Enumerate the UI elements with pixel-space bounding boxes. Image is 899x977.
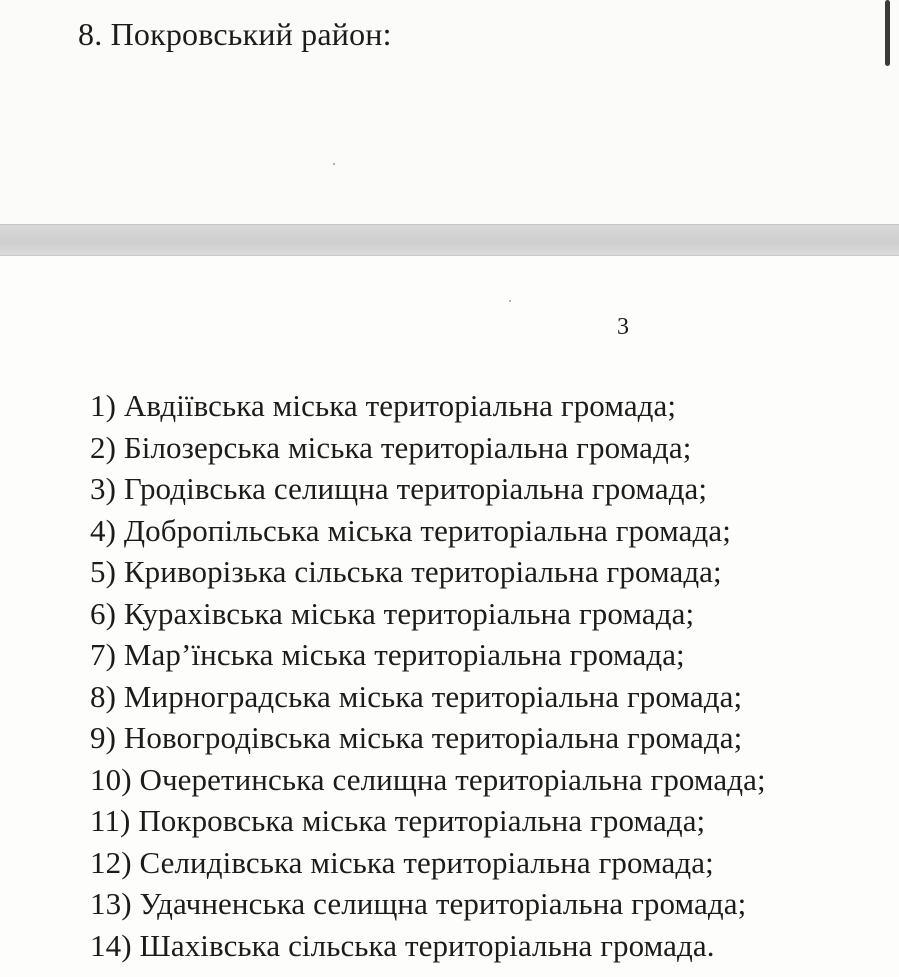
list-item: 8) Мирноградська міська територіальна громада;	[90, 678, 743, 714]
scan-speck	[509, 300, 511, 302]
list-item: 3) Гродівська селищна територіальна громада;	[90, 471, 708, 506]
list-item: 13) Удачненська селищна територіальна громада;	[90, 886, 747, 921]
list-item: 1) Авдіївська міська територіальна громада;	[90, 388, 677, 423]
scrollbar-thumb[interactable]	[885, 0, 890, 66]
page-break-divider	[0, 224, 899, 256]
list-item: 2) Білозерська міська територіальна громада;	[90, 429, 692, 465]
list-item: 10) Очеретинська селищна територіальна громада;	[90, 761, 766, 797]
scan-speck	[333, 163, 335, 165]
list-item: 12) Селидівська міська територіальна громада;	[90, 844, 714, 880]
list-item: 6) Курахівська міська територіальна громада;	[90, 595, 695, 631]
list-item: 14) Шахівська сільська територіальна громада.	[90, 927, 715, 963]
section-heading: 8. Покровський район:	[78, 16, 392, 52]
list-item: 11) Покровська міська територіальна громада;	[90, 803, 706, 838]
list-item: 9) Новогродівська міська територіальна громада;	[90, 720, 743, 755]
community-list	[90, 385, 766, 966]
page-number: 3	[617, 314, 629, 340]
list-item: 5) Криворізька сільська територіальна громада;	[90, 554, 722, 589]
list-item: 7) Мар’їнська міська територіальна громада;	[90, 637, 685, 672]
list-item: 4) Добропільська міська територіальна громада;	[90, 512, 731, 548]
